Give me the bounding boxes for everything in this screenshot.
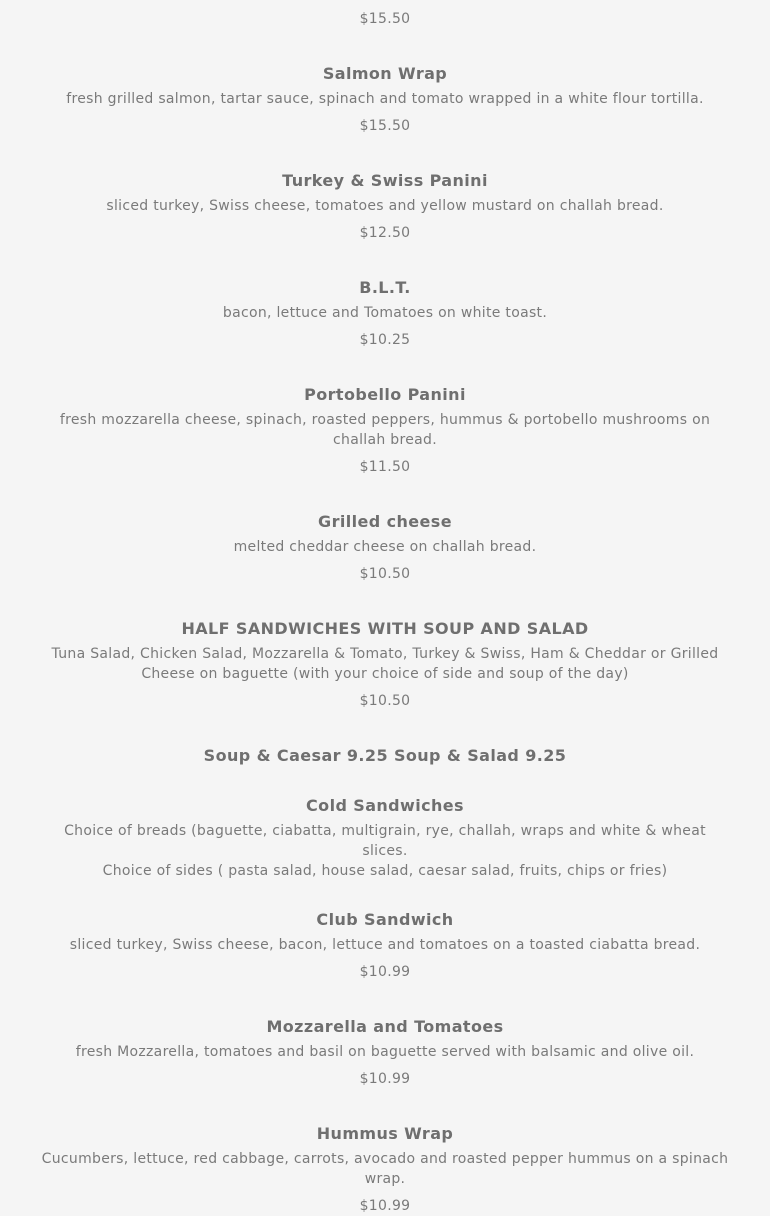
item-price: $11.50 — [359, 459, 411, 475]
item-description: sliced turkey, Swiss cheese, bacon, lettuce and tomatoes on a toasted ciabatta bread. — [69, 937, 701, 953]
section-breads-note: Choice of breads (baguette, ciabatta, multigrain, rye, challah, wraps and white & wheat slices. — [64, 823, 706, 859]
menu-item-mozzarella-tomatoes — [0, 1016, 770, 1089]
item-price: $15.50 — [359, 11, 411, 27]
item-name: Club Sandwich — [316, 910, 454, 929]
item-description: bacon, lettuce and Tomatoes on white toast. — [222, 305, 548, 321]
item-description: fresh mozzarella cheese, spinach, roasted peppers, hummus & portobello mushrooms on challah bread. — [59, 412, 711, 448]
cold-sandwiches-section — [0, 795, 770, 881]
item-name: Hummus Wrap — [316, 1124, 454, 1143]
item-price: $10.50 — [359, 566, 411, 582]
item-description: fresh grilled salmon, tartar sauce, spinach and tomato wrapped in a white flour tortilla. — [66, 91, 704, 107]
item-name: Turkey & Swiss Panini — [282, 171, 488, 190]
menu-item-salmon-wrap — [0, 63, 770, 136]
menu-item-cut-off — [0, 0, 770, 29]
item-price: $10.99 — [359, 964, 411, 980]
menu-item-hummus-wrap — [0, 1123, 770, 1216]
item-name: Grilled cheese — [318, 512, 452, 531]
item-price: $10.99 — [359, 1198, 411, 1214]
item-name: HALF SANDWICHES WITH SOUP AND SALAD — [181, 619, 589, 638]
item-price: $10.99 — [359, 1071, 411, 1087]
item-description: sliced turkey, Swiss cheese, tomatoes and yellow mustard on challah bread. — [106, 198, 664, 214]
menu-item-half-sandwiches — [0, 618, 770, 711]
item-price: $12.50 — [359, 225, 411, 241]
item-name: B.L.T. — [359, 278, 411, 297]
item-description: fresh Mozzarella, tomatoes and basil on baguette served with balsamic and olive oil. — [75, 1044, 695, 1060]
item-price: $10.25 — [359, 332, 411, 348]
item-price: $15.50 — [359, 118, 411, 134]
item-name: Mozzarella and Tomatoes — [266, 1017, 504, 1036]
menu-item-portobello-panini — [0, 384, 770, 477]
menu-item-club-sandwich — [0, 909, 770, 982]
item-name: Portobello Panini — [304, 385, 466, 404]
item-description — [40, 0, 730, 2]
menu-item-grilled-cheese — [0, 511, 770, 584]
item-description: Tuna Salad, Chicken Salad, Mozzarella & Tomato, Turkey & Swiss, Ham & Cheddar or Grilled Cheese on baguette (with your choice of side and soup of the day) — [51, 646, 719, 682]
menu-item-blt — [0, 277, 770, 350]
item-description: Cucumbers, lettuce, red cabbage, carrots, avocado and roasted pepper hummus on a spinach wrap. — [41, 1151, 729, 1187]
section-sides-note: Choice of sides ( pasta salad, house salad, caesar salad, fruits, chips or fries) — [102, 863, 668, 879]
menu-item-turkey-swiss-panini — [0, 170, 770, 243]
section-title: Cold Sandwiches — [306, 796, 464, 815]
item-name: Salmon Wrap — [322, 64, 448, 83]
item-description: melted cheddar cheese on challah bread. — [233, 539, 537, 555]
soup-combo-line: Soup & Caesar 9.25 Soup & Salad 9.25 — [203, 746, 567, 765]
item-price: $10.50 — [359, 693, 411, 709]
